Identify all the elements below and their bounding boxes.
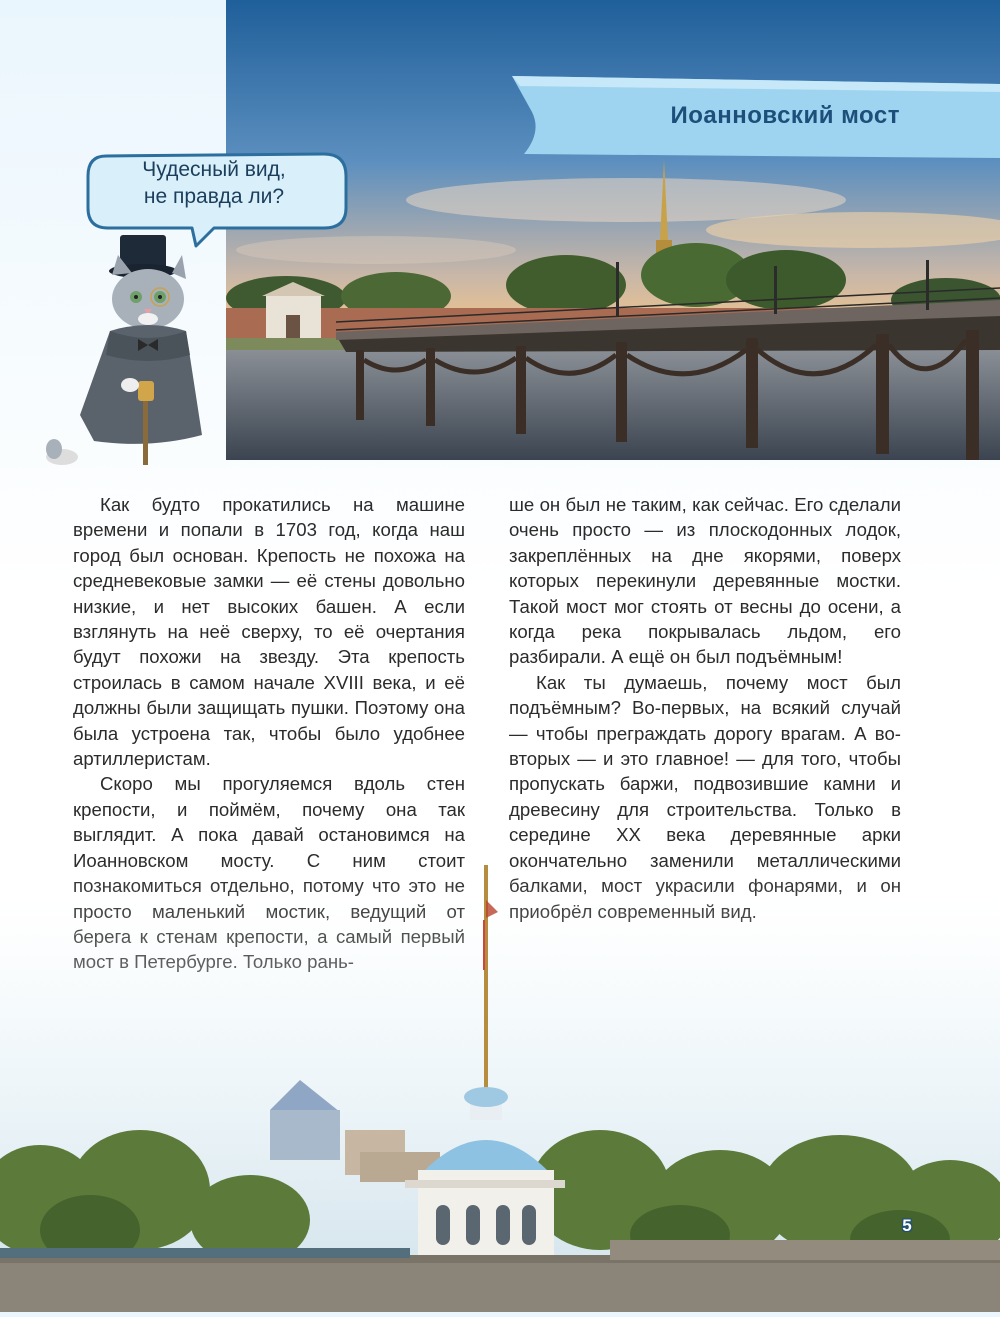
paragraph: Как ты думаешь, почему мост был подъёмным? Во-первых, на всякий случай — чтобы преграждать дорогу врагам. А во-вторых — и это главное! — для того, чтобы пропускать баржи, подвозившие камни и древесину для строительства. Только в середине XX века деревянные арки — [509, 671, 901, 846]
paragraph: Как будто прокатились на машине времени и попали в 1703 год, когда наш город был основан. Крепость не похожа на средневековые замки — её стены довольно низкие, и нет высоких башен. А если взглянуть на неё сверху, то её очертания будут похожи на звезду. Эта крепость строилась в самом начале XVIII века, и её должны были защищать пушки. Поэтому она была устроена так, чтобы было удобнее артиллеристам. — [73, 494, 465, 770]
fortress-skyline-photo — [0, 860, 1000, 1312]
bubble-line-1: Чудесный вид, — [142, 158, 286, 181]
bubble-text — [84, 156, 344, 210]
cat-illustration — [40, 235, 210, 470]
bubble-line-2: не правда ли? — [143, 185, 285, 208]
page-title: Иоанновский мост — [670, 102, 900, 129]
paragraph: Скоро мы прогуляемся вдоль стен крепости, и поймём, почему она так выглядит. А пока давай остановимся на — [73, 773, 465, 846]
title-ribbon — [512, 72, 1000, 160]
paragraph: ше он был не таким, как сейчас. Его сделали очень просто — из плоскодонных лодок, закреплённых на дне якорями, поверх которых перекинули деревянные мостки. Такой мост мог стоять от весны до осени, а когда река покрывалась льдом, его разбирали. А ещё он был подъёмным! — [509, 494, 901, 668]
page-number: 5 — [902, 1216, 912, 1235]
